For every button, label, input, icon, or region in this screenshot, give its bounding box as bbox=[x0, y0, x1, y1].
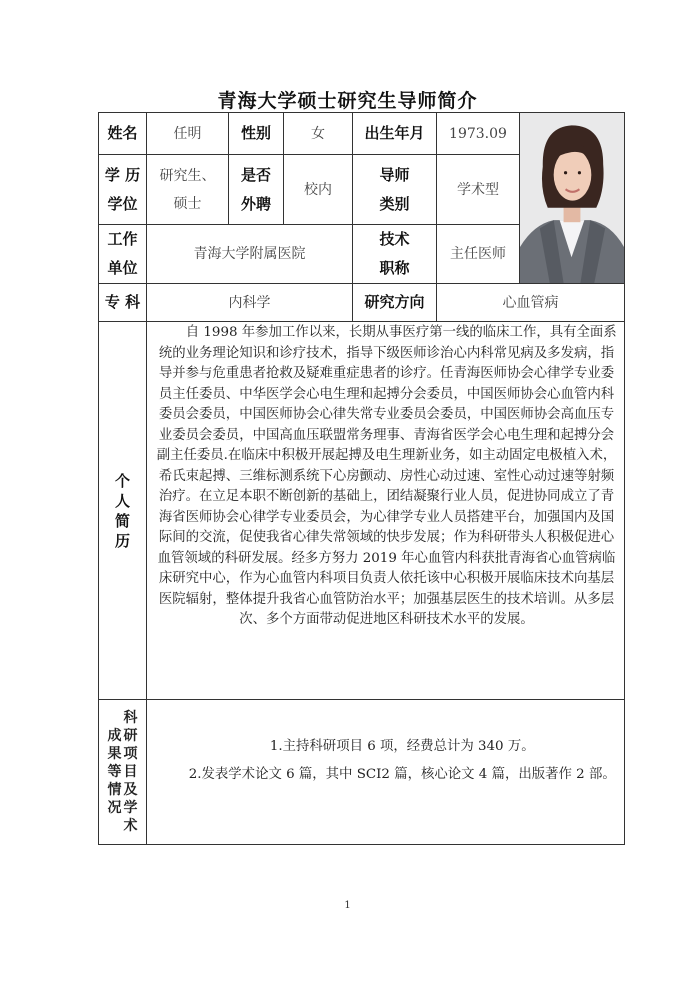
external-value: 校内 bbox=[284, 155, 353, 225]
supervisor-type-value: 学术型 bbox=[437, 155, 520, 225]
name-label: 姓名 bbox=[99, 113, 147, 155]
gender-label: 性别 bbox=[229, 113, 284, 155]
birth-label: 出生年月 bbox=[353, 113, 437, 155]
work-unit-value: 青海大学附属医院 bbox=[147, 225, 353, 284]
birth-value: 1973.09 bbox=[437, 113, 520, 155]
page-title: 青海大学硕士研究生导师简介 bbox=[217, 90, 478, 112]
page-number: 1 bbox=[344, 900, 351, 911]
work-unit-label: 工作 单位 bbox=[99, 225, 147, 284]
bio-text-cell bbox=[147, 322, 625, 700]
bio-text: 自 1998 年参加工作以来，长期从事医疗第一线的临床工作，具有全面系统的业务理论知识和诊疗技术，指导下级医师诊治心内科常见病及多发病，指导并参与危重患者抢救及疑难重症患者的诊疗。任青海医师协会心律学专业委员主任委员、中华医学会心电生理和起搏分会委员，中国医师协会心血管内科委员会委员，中国医师协会心律失常专业委员会委员，中国医师协会高血压专业委员会委员，中国高血压联盟常务理事、青海省医学会心电生理和起搏分会副主任委员.在临床中积极开展起搏及电生理新业务，如主动固定电极植入术，希氏束起搏、三维标测系统下心房颤动、房性心动过速、室性心动过速等射频治疗。在立足本职不断创新的基础上，团结凝聚行业人员，促进协同成立了青海省医师协会心律学专业委员会，为心律学专业人员搭建平台，加强国内及国际间的交流，促使我省心律失常领域的快步发展；作为科研带头人积极促进心血管领域的科研发展。经多方努力 2019 年心血管内科获批青海省心血管病临床研究中心，作为心血管内科项目负责人依托该中心积极开展临床技术向基层医院辐射，整体提升我省心血管防治水平；加强基层医生的技术培训。从多层次、多个方面带动促进地区科研技术水平的发展。 bbox=[156, 325, 617, 627]
achievements-label: 成 果 等 情 况 科 研 项 目 及 学 术 bbox=[99, 700, 147, 845]
gender-value: 女 bbox=[284, 113, 353, 155]
tech-title-value: 主任医师 bbox=[437, 225, 520, 284]
achievements-list bbox=[147, 700, 625, 845]
photo-cell bbox=[520, 113, 625, 284]
achievement-item: 2.发表学术论文 6 篇，其中 SCI2 篇，核心论文 4 篇，出版著作 2 部。 bbox=[188, 767, 616, 782]
research-value: 心血管病 bbox=[437, 284, 625, 322]
specialty-value: 内科学 bbox=[147, 284, 353, 322]
name-value: 任明 bbox=[147, 113, 229, 155]
profile-table bbox=[98, 112, 625, 845]
portrait-photo bbox=[520, 113, 624, 283]
tech-title-label: 技术 职称 bbox=[353, 225, 437, 284]
external-label: 是否 外聘 bbox=[229, 155, 284, 225]
specialty-label: 专 科 bbox=[99, 284, 147, 322]
achievement-item: 1.主持科研项目 6 项，经费总计为 340 万。 bbox=[269, 739, 535, 754]
education-value: 研究生、 硕士 bbox=[147, 155, 229, 225]
research-label: 研究方向 bbox=[353, 284, 437, 322]
supervisor-type-label: 导师 类别 bbox=[353, 155, 437, 225]
education-label: 学 历 学位 bbox=[99, 155, 147, 225]
bio-label: 个 人 简 历 bbox=[99, 322, 147, 700]
